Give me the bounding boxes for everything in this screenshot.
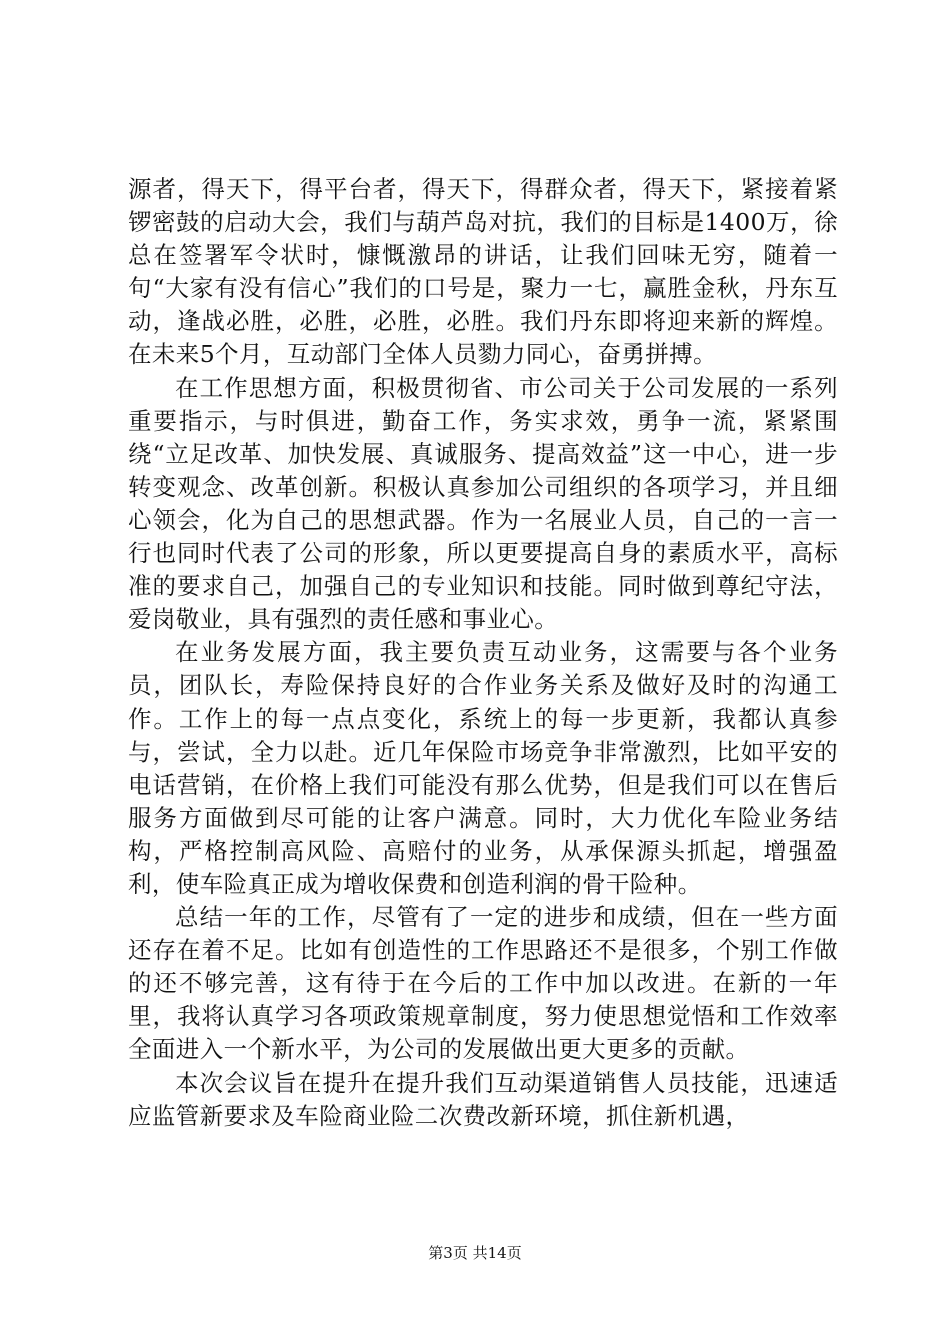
paragraph-4: 总结一年的工作，尽管有了一定的进步和成绩，但在一些方面还存在着不足。比如有创造性的工作思路还不是很多，个别工作做的还不够完善，这有待于在今后的工作中加以改进。在新的一年里，我将认真学习各项政策规章制度，努力使思想觉悟和工作效率全面进入一个新水平，为公司的发展做出更大更多的贡献。: [128, 903, 838, 1064]
paragraph-1: 源者，得天下，得平台者，得天下，得群众者，得天下，紧接着紧锣密鼓的启动大会，我们与葫芦岛对抗，我们的目标是1400万，徐总在签署军令状时，慷慨激昂的讲话，让我们回味无穷，随着一句“大家有没有信心”我们的口号是，聚力一七，赢胜金秋，丹东互动，逢战必胜，必胜，必胜，必胜。我们丹东即将迎来新的辉煌。在未来5个月，互动部门全体人员勠力同心，奋勇拼搏。: [128, 175, 838, 369]
paragraph-3: 在业务发展方面，我主要负责互动业务，这需要与各个业务员，团队长，寿险保持良好的合作业务关系及做好及时的沟通工作。工作上的每一点点变化，系统上的每一步更新，我都认真参与，尝试，全力以赴。近几年保险市场竞争非常激烈，比如平安的电话营销，在价格上我们可能没有那么优势，但是我们可以在售后服务方面做到尽可能的让客户满意。同时，大力优化车险业务结构，严格控制高风险、高赔付的业务，从承保源头抓起，增强盈利，使车险真正成为增收保费和创造利润的骨干险种。: [128, 638, 838, 898]
document-body: [128, 173, 838, 1133]
page-number-footer: 第3页 共14页: [428, 1244, 522, 1262]
paragraph-5: 本次会议旨在提升在提升我们互动渠道销售人员技能，迅速适应监管新要求及车险商业险二次费改新环境，抓住新机遇，: [128, 1068, 838, 1130]
paragraph-2: 在工作思想方面，积极贯彻省、市公司关于公司发展的一系列重要指示，与时俱进，勤奋工作，务实求效，勇争一流，紧紧围绕“立足改革、加快发展、真诚服务、提高效益”这一中心，进一步转变观念、改革创新。积极认真参加公司组织的各项学习，并且细心领会，化为自己的思想武器。作为一名展业人员，自己的一言一行也同时代表了公司的形象，所以更要提高自身的素质水平，高标准的要求自己，加强自己的专业知识和技能。同时做到尊纪守法，爱岗敬业，具有强烈的责任感和事业心。: [128, 373, 838, 634]
